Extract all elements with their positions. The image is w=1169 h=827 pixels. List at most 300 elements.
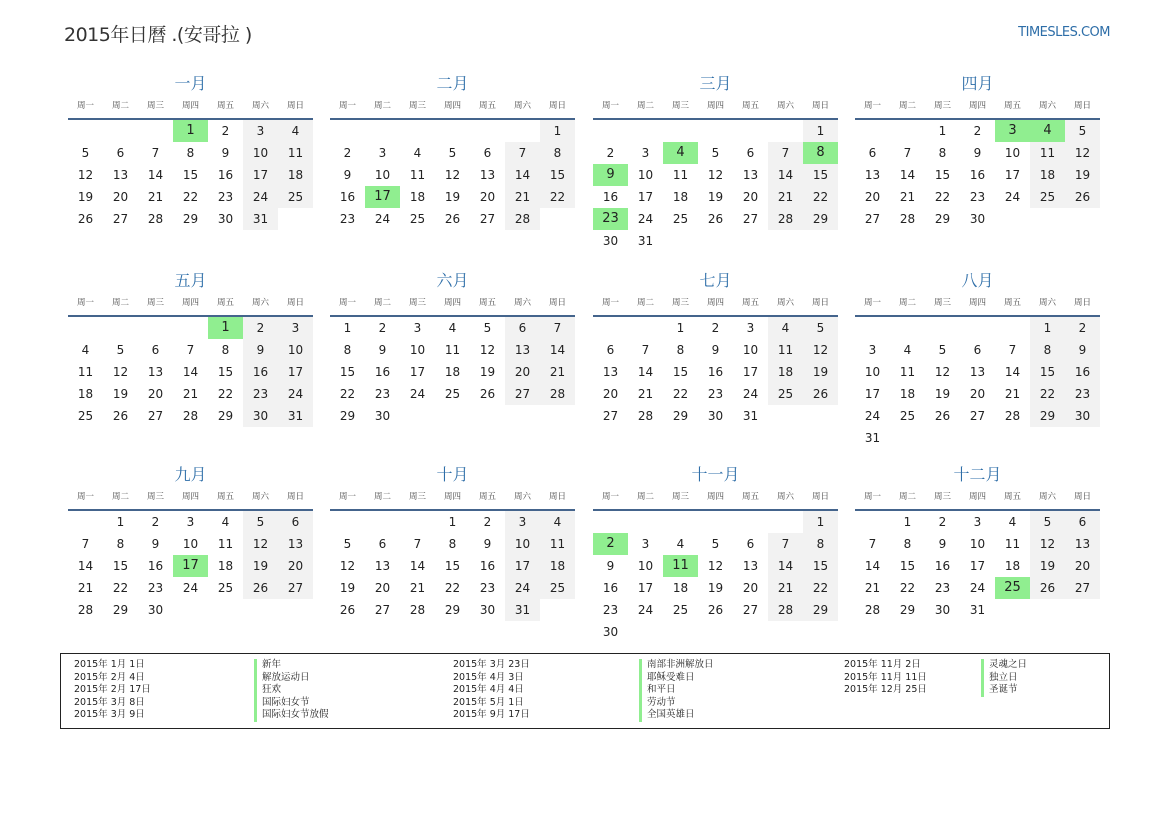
day-cell[interactable]: 28 bbox=[768, 208, 803, 230]
day-cell[interactable]: 31 bbox=[969, 603, 986, 617]
day-cell[interactable]: 30 bbox=[602, 625, 619, 639]
day-cell[interactable]: 5 bbox=[711, 146, 720, 160]
day-cell[interactable]: 7 bbox=[81, 537, 90, 551]
day-cell[interactable]: 12 bbox=[479, 343, 496, 357]
day-cell[interactable]: 9 bbox=[1065, 339, 1100, 361]
day-cell[interactable]: 12 bbox=[444, 168, 461, 182]
day-cell[interactable]: 31 bbox=[278, 405, 313, 427]
day-cell[interactable]: 8 bbox=[938, 146, 947, 160]
day-cell[interactable]: 1 bbox=[343, 321, 352, 335]
day-cell[interactable]: 20 bbox=[505, 361, 540, 383]
day-cell[interactable]: 6 bbox=[606, 343, 615, 357]
day-cell[interactable]: 8 bbox=[540, 142, 575, 164]
day-cell[interactable]: 10 bbox=[182, 537, 199, 551]
day-cell[interactable]: 17 bbox=[969, 559, 986, 573]
day-cell[interactable]: 6 bbox=[378, 537, 387, 551]
day-cell[interactable]: 10 bbox=[637, 559, 654, 573]
day-cell[interactable]: 14 bbox=[899, 168, 916, 182]
day-cell[interactable]: 13 bbox=[505, 339, 540, 361]
day-cell[interactable]: 16 bbox=[479, 559, 496, 573]
day-cell[interactable]: 18 bbox=[1030, 164, 1065, 186]
day-cell[interactable]: 23 bbox=[243, 383, 278, 405]
day-cell[interactable]: 22 bbox=[1030, 383, 1065, 405]
day-cell[interactable]: 27 bbox=[602, 409, 619, 423]
day-cell[interactable]: 26 bbox=[1065, 186, 1100, 208]
day-cell[interactable]: 26 bbox=[243, 577, 278, 599]
day-cell[interactable]: 15 bbox=[112, 559, 129, 573]
day-cell[interactable]: 29 bbox=[444, 603, 461, 617]
day-cell[interactable]: 13 bbox=[1065, 533, 1100, 555]
day-cell[interactable]: 14 bbox=[182, 365, 199, 379]
day-cell[interactable]: 1 bbox=[676, 321, 685, 335]
day-cell[interactable]: 16 bbox=[339, 190, 356, 204]
day-cell[interactable]: 28 bbox=[409, 603, 426, 617]
day-cell[interactable]: 23 bbox=[593, 208, 628, 230]
day-cell[interactable]: 23 bbox=[934, 581, 951, 595]
day-cell[interactable]: 11 bbox=[217, 537, 234, 551]
day-cell[interactable]: 28 bbox=[637, 409, 654, 423]
day-cell[interactable]: 26 bbox=[112, 409, 129, 423]
day-cell[interactable]: 8 bbox=[186, 146, 195, 160]
day-cell[interactable]: 9 bbox=[593, 164, 628, 186]
day-cell[interactable]: 10 bbox=[742, 343, 759, 357]
day-cell[interactable]: 12 bbox=[243, 533, 278, 555]
day-cell[interactable]: 5 bbox=[1065, 120, 1100, 142]
day-cell[interactable]: 26 bbox=[707, 212, 724, 226]
day-cell[interactable]: 2 bbox=[343, 146, 352, 160]
day-cell[interactable]: 4 bbox=[768, 317, 803, 339]
day-cell[interactable]: 3 bbox=[641, 146, 650, 160]
day-cell[interactable]: 23 bbox=[479, 581, 496, 595]
day-cell[interactable]: 3 bbox=[641, 537, 650, 551]
day-cell[interactable]: 3 bbox=[278, 317, 313, 339]
day-cell[interactable]: 24 bbox=[637, 212, 654, 226]
day-cell[interactable]: 25 bbox=[444, 387, 461, 401]
day-cell[interactable]: 18 bbox=[672, 581, 689, 595]
day-cell[interactable]: 5 bbox=[343, 537, 352, 551]
day-cell[interactable]: 7 bbox=[768, 142, 803, 164]
day-cell[interactable]: 2 bbox=[606, 146, 615, 160]
day-cell[interactable]: 8 bbox=[221, 343, 230, 357]
day-cell[interactable]: 8 bbox=[903, 537, 912, 551]
day-cell[interactable]: 13 bbox=[278, 533, 313, 555]
day-cell[interactable]: 7 bbox=[641, 343, 650, 357]
day-cell[interactable]: 26 bbox=[803, 383, 838, 405]
day-cell[interactable]: 18 bbox=[672, 190, 689, 204]
day-cell[interactable]: 23 bbox=[339, 212, 356, 226]
day-cell[interactable]: 5 bbox=[116, 343, 125, 357]
day-cell[interactable]: 24 bbox=[374, 212, 391, 226]
day-cell[interactable]: 4 bbox=[81, 343, 90, 357]
day-cell[interactable]: 27 bbox=[147, 409, 164, 423]
day-cell[interactable]: 11 bbox=[663, 555, 698, 577]
day-cell[interactable]: 27 bbox=[742, 212, 759, 226]
day-cell[interactable]: 8 bbox=[676, 343, 685, 357]
day-cell[interactable]: 19 bbox=[243, 555, 278, 577]
day-cell[interactable]: 27 bbox=[864, 212, 881, 226]
day-cell[interactable]: 20 bbox=[479, 190, 496, 204]
day-cell[interactable]: 23 bbox=[602, 603, 619, 617]
day-cell[interactable]: 16 bbox=[934, 559, 951, 573]
day-cell[interactable]: 18 bbox=[540, 555, 575, 577]
day-cell[interactable]: 19 bbox=[77, 190, 94, 204]
day-cell[interactable]: 15 bbox=[217, 365, 234, 379]
day-cell[interactable]: 20 bbox=[602, 387, 619, 401]
day-cell[interactable]: 13 bbox=[969, 365, 986, 379]
day-cell[interactable]: 17 bbox=[278, 361, 313, 383]
day-cell[interactable]: 8 bbox=[448, 537, 457, 551]
day-cell[interactable]: 1 bbox=[173, 120, 208, 142]
day-cell[interactable]: 13 bbox=[479, 168, 496, 182]
day-cell[interactable]: 12 bbox=[803, 339, 838, 361]
day-cell[interactable]: 3 bbox=[505, 511, 540, 533]
day-cell[interactable]: 14 bbox=[1004, 365, 1021, 379]
day-cell[interactable]: 17 bbox=[864, 387, 881, 401]
day-cell[interactable]: 4 bbox=[278, 120, 313, 142]
day-cell[interactable]: 17 bbox=[173, 555, 208, 577]
day-cell[interactable]: 16 bbox=[243, 361, 278, 383]
day-cell[interactable]: 28 bbox=[864, 603, 881, 617]
day-cell[interactable]: 3 bbox=[746, 321, 755, 335]
day-cell[interactable]: 1 bbox=[903, 515, 912, 529]
day-cell[interactable]: 31 bbox=[243, 208, 278, 230]
day-cell[interactable]: 14 bbox=[768, 164, 803, 186]
day-cell[interactable]: 24 bbox=[243, 186, 278, 208]
day-cell[interactable]: 6 bbox=[505, 317, 540, 339]
day-cell[interactable]: 9 bbox=[343, 168, 352, 182]
day-cell[interactable]: 24 bbox=[864, 409, 881, 423]
day-cell[interactable]: 19 bbox=[339, 581, 356, 595]
day-cell[interactable]: 21 bbox=[1004, 387, 1021, 401]
day-cell[interactable]: 19 bbox=[707, 190, 724, 204]
day-cell[interactable]: 2 bbox=[483, 515, 492, 529]
day-cell[interactable]: 24 bbox=[182, 581, 199, 595]
day-cell[interactable]: 30 bbox=[707, 409, 724, 423]
day-cell[interactable]: 19 bbox=[1030, 555, 1065, 577]
day-cell[interactable]: 25 bbox=[672, 212, 689, 226]
day-cell[interactable]: 19 bbox=[444, 190, 461, 204]
day-cell[interactable]: 24 bbox=[637, 603, 654, 617]
day-cell[interactable]: 28 bbox=[768, 599, 803, 621]
day-cell[interactable]: 22 bbox=[112, 581, 129, 595]
day-cell[interactable]: 23 bbox=[969, 190, 986, 204]
day-cell[interactable]: 17 bbox=[409, 365, 426, 379]
day-cell[interactable]: 17 bbox=[365, 186, 400, 208]
day-cell[interactable]: 21 bbox=[768, 186, 803, 208]
day-cell[interactable]: 2 bbox=[973, 124, 982, 138]
day-cell[interactable]: 12 bbox=[934, 365, 951, 379]
day-cell[interactable]: 4 bbox=[1008, 515, 1017, 529]
day-cell[interactable]: 29 bbox=[672, 409, 689, 423]
day-cell[interactable]: 1 bbox=[540, 120, 575, 142]
day-cell[interactable]: 26 bbox=[707, 603, 724, 617]
day-cell[interactable]: 18 bbox=[899, 387, 916, 401]
day-cell[interactable]: 18 bbox=[1004, 559, 1021, 573]
day-cell[interactable]: 17 bbox=[243, 164, 278, 186]
day-cell[interactable]: 21 bbox=[637, 387, 654, 401]
day-cell[interactable]: 5 bbox=[1030, 511, 1065, 533]
day-cell[interactable]: 5 bbox=[243, 511, 278, 533]
day-cell[interactable]: 7 bbox=[151, 146, 160, 160]
day-cell[interactable]: 11 bbox=[1030, 142, 1065, 164]
day-cell[interactable]: 22 bbox=[540, 186, 575, 208]
day-cell[interactable]: 30 bbox=[1065, 405, 1100, 427]
day-cell[interactable]: 25 bbox=[217, 581, 234, 595]
day-cell[interactable]: 21 bbox=[182, 387, 199, 401]
day-cell[interactable]: 17 bbox=[742, 365, 759, 379]
day-cell[interactable]: 1 bbox=[448, 515, 457, 529]
day-cell[interactable]: 15 bbox=[339, 365, 356, 379]
day-cell[interactable]: 6 bbox=[1065, 511, 1100, 533]
day-cell[interactable]: 19 bbox=[934, 387, 951, 401]
day-cell[interactable]: 13 bbox=[602, 365, 619, 379]
day-cell[interactable]: 27 bbox=[505, 383, 540, 405]
day-cell[interactable]: 21 bbox=[864, 581, 881, 595]
day-cell[interactable]: 3 bbox=[868, 343, 877, 357]
day-cell[interactable]: 2 bbox=[711, 321, 720, 335]
day-cell[interactable]: 4 bbox=[1030, 120, 1065, 142]
day-cell[interactable]: 28 bbox=[540, 383, 575, 405]
day-cell[interactable]: 27 bbox=[742, 603, 759, 617]
day-cell[interactable]: 26 bbox=[339, 603, 356, 617]
day-cell[interactable]: 24 bbox=[505, 577, 540, 599]
brand-link[interactable]: TIMESLES.COM bbox=[1018, 25, 1110, 40]
day-cell[interactable]: 22 bbox=[339, 387, 356, 401]
day-cell[interactable]: 23 bbox=[707, 387, 724, 401]
day-cell[interactable]: 8 bbox=[116, 537, 125, 551]
day-cell[interactable]: 2 bbox=[1065, 317, 1100, 339]
day-cell[interactable]: 22 bbox=[217, 387, 234, 401]
day-cell[interactable]: 4 bbox=[676, 537, 685, 551]
day-cell[interactable]: 16 bbox=[707, 365, 724, 379]
day-cell[interactable]: 27 bbox=[374, 603, 391, 617]
day-cell[interactable]: 10 bbox=[374, 168, 391, 182]
day-cell[interactable]: 29 bbox=[803, 599, 838, 621]
day-cell[interactable]: 20 bbox=[742, 190, 759, 204]
day-cell[interactable]: 19 bbox=[803, 361, 838, 383]
day-cell[interactable]: 10 bbox=[409, 343, 426, 357]
day-cell[interactable]: 29 bbox=[803, 208, 838, 230]
day-cell[interactable]: 10 bbox=[505, 533, 540, 555]
day-cell[interactable]: 4 bbox=[663, 142, 698, 164]
day-cell[interactable]: 13 bbox=[147, 365, 164, 379]
day-cell[interactable]: 7 bbox=[1008, 343, 1017, 357]
day-cell[interactable]: 11 bbox=[409, 168, 426, 182]
day-cell[interactable]: 18 bbox=[768, 361, 803, 383]
day-cell[interactable]: 28 bbox=[899, 212, 916, 226]
day-cell[interactable]: 28 bbox=[505, 208, 540, 230]
day-cell[interactable]: 1 bbox=[938, 124, 947, 138]
day-cell[interactable]: 6 bbox=[746, 537, 755, 551]
day-cell[interactable]: 9 bbox=[483, 537, 492, 551]
day-cell[interactable]: 21 bbox=[540, 361, 575, 383]
day-cell[interactable]: 1 bbox=[1030, 317, 1065, 339]
day-cell[interactable]: 22 bbox=[672, 387, 689, 401]
day-cell[interactable]: 9 bbox=[221, 146, 230, 160]
day-cell[interactable]: 10 bbox=[864, 365, 881, 379]
day-cell[interactable]: 6 bbox=[746, 146, 755, 160]
day-cell[interactable]: 10 bbox=[969, 537, 986, 551]
day-cell[interactable]: 14 bbox=[77, 559, 94, 573]
day-cell[interactable]: 27 bbox=[969, 409, 986, 423]
day-cell[interactable]: 7 bbox=[413, 537, 422, 551]
day-cell[interactable]: 5 bbox=[711, 537, 720, 551]
day-cell[interactable]: 15 bbox=[1030, 361, 1065, 383]
day-cell[interactable]: 10 bbox=[1004, 146, 1021, 160]
day-cell[interactable]: 28 bbox=[147, 212, 164, 226]
day-cell[interactable]: 30 bbox=[602, 234, 619, 248]
day-cell[interactable]: 6 bbox=[278, 511, 313, 533]
day-cell[interactable]: 28 bbox=[1004, 409, 1021, 423]
day-cell[interactable]: 7 bbox=[868, 537, 877, 551]
day-cell[interactable]: 28 bbox=[77, 603, 94, 617]
day-cell[interactable]: 2 bbox=[938, 515, 947, 529]
day-cell[interactable]: 25 bbox=[540, 577, 575, 599]
day-cell[interactable]: 7 bbox=[186, 343, 195, 357]
day-cell[interactable]: 25 bbox=[768, 383, 803, 405]
day-cell[interactable]: 6 bbox=[973, 343, 982, 357]
day-cell[interactable]: 3 bbox=[378, 146, 387, 160]
day-cell[interactable]: 18 bbox=[77, 387, 94, 401]
day-cell[interactable]: 14 bbox=[505, 164, 540, 186]
day-cell[interactable]: 5 bbox=[803, 317, 838, 339]
day-cell[interactable]: 30 bbox=[374, 409, 391, 423]
day-cell[interactable]: 21 bbox=[147, 190, 164, 204]
day-cell[interactable]: 29 bbox=[1030, 405, 1065, 427]
day-cell[interactable]: 2 bbox=[151, 515, 160, 529]
day-cell[interactable]: 20 bbox=[112, 190, 129, 204]
day-cell[interactable]: 14 bbox=[409, 559, 426, 573]
day-cell[interactable]: 29 bbox=[899, 603, 916, 617]
day-cell[interactable]: 12 bbox=[339, 559, 356, 573]
day-cell[interactable]: 26 bbox=[934, 409, 951, 423]
day-cell[interactable]: 30 bbox=[934, 603, 951, 617]
day-cell[interactable]: 12 bbox=[1030, 533, 1065, 555]
day-cell[interactable]: 9 bbox=[378, 343, 387, 357]
day-cell[interactable]: 16 bbox=[147, 559, 164, 573]
day-cell[interactable]: 6 bbox=[151, 343, 160, 357]
day-cell[interactable]: 11 bbox=[77, 365, 94, 379]
day-cell[interactable]: 10 bbox=[243, 142, 278, 164]
day-cell[interactable]: 28 bbox=[182, 409, 199, 423]
day-cell[interactable]: 6 bbox=[868, 146, 877, 160]
day-cell[interactable]: 5 bbox=[81, 146, 90, 160]
day-cell[interactable]: 15 bbox=[934, 168, 951, 182]
day-cell[interactable]: 19 bbox=[1065, 164, 1100, 186]
day-cell[interactable]: 20 bbox=[374, 581, 391, 595]
day-cell[interactable]: 7 bbox=[903, 146, 912, 160]
day-cell[interactable]: 31 bbox=[742, 409, 759, 423]
day-cell[interactable]: 11 bbox=[1004, 537, 1021, 551]
day-cell[interactable]: 21 bbox=[77, 581, 94, 595]
day-cell[interactable]: 19 bbox=[479, 365, 496, 379]
day-cell[interactable]: 23 bbox=[374, 387, 391, 401]
day-cell[interactable]: 4 bbox=[540, 511, 575, 533]
day-cell[interactable]: 15 bbox=[444, 559, 461, 573]
day-cell[interactable]: 7 bbox=[505, 142, 540, 164]
day-cell[interactable]: 15 bbox=[540, 164, 575, 186]
day-cell[interactable]: 25 bbox=[995, 577, 1030, 599]
day-cell[interactable]: 31 bbox=[505, 599, 540, 621]
day-cell[interactable]: 8 bbox=[803, 142, 838, 164]
day-cell[interactable]: 12 bbox=[707, 559, 724, 573]
day-cell[interactable]: 22 bbox=[934, 190, 951, 204]
day-cell[interactable]: 29 bbox=[112, 603, 129, 617]
day-cell[interactable]: 30 bbox=[147, 603, 164, 617]
day-cell[interactable]: 12 bbox=[707, 168, 724, 182]
day-cell[interactable]: 14 bbox=[147, 168, 164, 182]
day-cell[interactable]: 25 bbox=[672, 603, 689, 617]
day-cell[interactable]: 29 bbox=[182, 212, 199, 226]
day-cell[interactable]: 23 bbox=[147, 581, 164, 595]
day-cell[interactable]: 18 bbox=[444, 365, 461, 379]
day-cell[interactable]: 17 bbox=[637, 581, 654, 595]
day-cell[interactable]: 24 bbox=[969, 581, 986, 595]
day-cell[interactable]: 12 bbox=[112, 365, 129, 379]
day-cell[interactable]: 15 bbox=[803, 164, 838, 186]
day-cell[interactable]: 21 bbox=[409, 581, 426, 595]
day-cell[interactable]: 24 bbox=[409, 387, 426, 401]
day-cell[interactable]: 5 bbox=[483, 321, 492, 335]
day-cell[interactable]: 9 bbox=[606, 559, 615, 573]
day-cell[interactable]: 1 bbox=[208, 317, 243, 339]
day-cell[interactable]: 23 bbox=[1065, 383, 1100, 405]
day-cell[interactable]: 5 bbox=[448, 146, 457, 160]
day-cell[interactable]: 20 bbox=[742, 581, 759, 595]
day-cell[interactable]: 24 bbox=[1004, 190, 1021, 204]
day-cell[interactable]: 13 bbox=[742, 168, 759, 182]
day-cell[interactable]: 7 bbox=[540, 317, 575, 339]
day-cell[interactable]: 16 bbox=[602, 581, 619, 595]
day-cell[interactable]: 11 bbox=[540, 533, 575, 555]
day-cell[interactable]: 14 bbox=[637, 365, 654, 379]
day-cell[interactable]: 17 bbox=[637, 190, 654, 204]
day-cell[interactable]: 29 bbox=[217, 409, 234, 423]
day-cell[interactable]: 18 bbox=[217, 559, 234, 573]
day-cell[interactable]: 3 bbox=[413, 321, 422, 335]
day-cell[interactable]: 27 bbox=[479, 212, 496, 226]
day-cell[interactable]: 15 bbox=[182, 168, 199, 182]
day-cell[interactable]: 18 bbox=[278, 164, 313, 186]
day-cell[interactable]: 25 bbox=[278, 186, 313, 208]
day-cell[interactable]: 30 bbox=[243, 405, 278, 427]
day-cell[interactable]: 12 bbox=[77, 168, 94, 182]
day-cell[interactable]: 2 bbox=[243, 317, 278, 339]
day-cell[interactable]: 19 bbox=[707, 581, 724, 595]
day-cell[interactable]: 11 bbox=[768, 339, 803, 361]
day-cell[interactable]: 20 bbox=[1065, 555, 1100, 577]
day-cell[interactable]: 3 bbox=[243, 120, 278, 142]
day-cell[interactable]: 3 bbox=[186, 515, 195, 529]
day-cell[interactable]: 2 bbox=[378, 321, 387, 335]
day-cell[interactable]: 10 bbox=[637, 168, 654, 182]
day-cell[interactable]: 2 bbox=[221, 124, 230, 138]
day-cell[interactable]: 15 bbox=[899, 559, 916, 573]
day-cell[interactable]: 25 bbox=[77, 409, 94, 423]
day-cell[interactable]: 16 bbox=[217, 168, 234, 182]
day-cell[interactable]: 26 bbox=[444, 212, 461, 226]
day-cell[interactable]: 30 bbox=[969, 212, 986, 226]
day-cell[interactable]: 26 bbox=[1030, 577, 1065, 599]
day-cell[interactable]: 15 bbox=[803, 555, 838, 577]
day-cell[interactable]: 27 bbox=[112, 212, 129, 226]
day-cell[interactable]: 16 bbox=[1065, 361, 1100, 383]
day-cell[interactable]: 29 bbox=[934, 212, 951, 226]
day-cell[interactable]: 14 bbox=[768, 555, 803, 577]
day-cell[interactable]: 5 bbox=[938, 343, 947, 357]
day-cell[interactable]: 13 bbox=[864, 168, 881, 182]
day-cell[interactable]: 25 bbox=[409, 212, 426, 226]
